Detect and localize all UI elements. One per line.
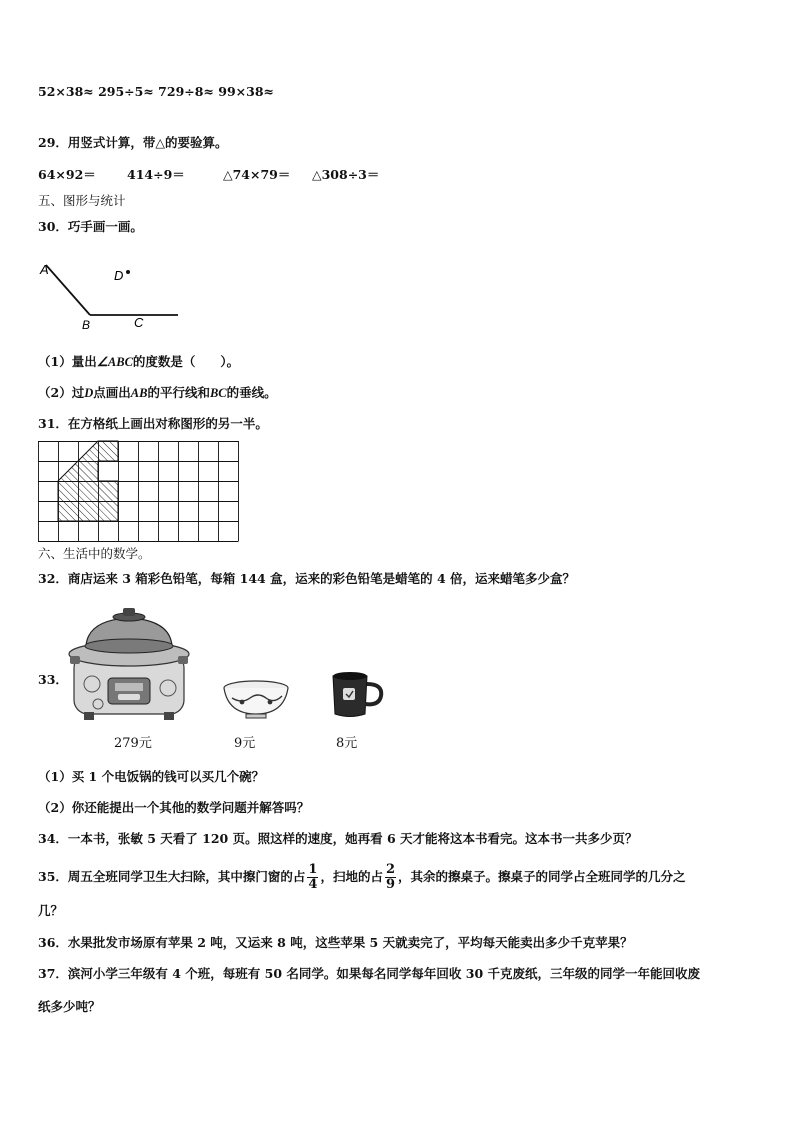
q36-text: 36．水果批发市场原有苹果 2 吨，又运来 8 吨，这些苹果 5 天就卖完了，平均每天能卖出多少千克苹果？ [38, 935, 633, 950]
q35-mid: ，扫地的占 [320, 869, 383, 884]
q30-sub2-mid2: 的平行线和 [147, 385, 210, 400]
q35-post: ，其余的擦桌子。擦桌子的同学占全班同学的几分之 [398, 869, 686, 884]
section-5-heading: 五、图形与统计 [38, 193, 126, 208]
angle-abc-figure [38, 258, 188, 333]
q35-pre: 35．周五全班同学卫生大扫除，其中擦门窗的占 [38, 869, 306, 884]
q30-sub1 [38, 356, 239, 369]
bowl-image [222, 680, 290, 720]
q32-text: 32．商店运来 3 箱彩色铅笔，每箱 144 盒，运来的彩色铅笔是蜡笔的 4 倍，运来蜡笔多少盒？ [38, 571, 575, 586]
segment-bc-label: BC [209, 386, 227, 400]
label-c: C [134, 315, 144, 330]
q30-title: 30．巧手画一画。 [38, 219, 143, 234]
estimation-line: 52×38≈ 295÷5≈ 729÷8≈ 99×38≈ [38, 84, 275, 99]
q37-line1: 37．滨河小学三年级有 4 个班，每班有 50 名同学。如果每名同学每年回收 30 千克废纸，三年级的同学一年能回收废 [38, 966, 700, 981]
rice-cooker-image [68, 606, 198, 726]
q31-title: 31．在方格纸上画出对称图形的另一半。 [38, 416, 268, 431]
label-d: D [114, 268, 124, 283]
q29-item: 414÷9＝ [127, 167, 185, 182]
fraction-two-ninths [385, 863, 396, 891]
q30-sub1-pre: （1）量出 [38, 354, 97, 369]
mug-image [329, 670, 385, 720]
fraction-numerator: 1 [308, 862, 318, 878]
q29-title: 29．用竖式计算，带△的要验算。 [38, 135, 228, 150]
q30-sub2-mid1: 点画出 [93, 385, 131, 400]
q29-item: 64×92＝ [38, 167, 96, 182]
q33-sub2: （2）你还能提出一个其他的数学问题并解答吗？ [38, 800, 310, 815]
mug-price: 8元 [336, 736, 358, 751]
ray-ba [46, 265, 90, 315]
point-d-label: D [84, 386, 94, 400]
fraction-one-quarter [307, 863, 318, 891]
q29-items [38, 169, 379, 182]
fraction-denominator: 9 [385, 877, 396, 892]
q33-sub1: （1）买 1 个电饭锅的钱可以买几个碗？ [38, 769, 265, 784]
half-shape [58, 441, 118, 521]
section-6-heading: 六、生活中的数学。 [38, 546, 151, 561]
label-b: B [82, 318, 91, 332]
segment-ab-label: AB [130, 386, 148, 400]
bowl-price: 9元 [234, 736, 256, 751]
fraction-denominator: 4 [308, 877, 318, 892]
q37-line2: 纸多少吨？ [38, 999, 101, 1014]
q30-sub1-post: 的度数是（ ）。 [132, 354, 240, 369]
rice-cooker-price: 279元 [114, 736, 152, 751]
q30-sub2 [38, 387, 277, 400]
label-a: A [40, 262, 49, 277]
q29-item: △74×79＝ [223, 167, 291, 182]
q35-line1 [38, 857, 686, 897]
point-d [126, 270, 130, 274]
grid-paper [38, 441, 243, 543]
q29-item: △308÷3＝ [312, 167, 380, 182]
q30-sub2-post: 的垂线。 [226, 385, 277, 400]
q35-line2: 几？ [38, 903, 64, 918]
q33-number: 33． [38, 672, 68, 687]
angle-abc-label: ∠ABC [96, 355, 133, 369]
fraction-numerator: 2 [385, 862, 396, 878]
q30-sub2-pre: （2）过 [38, 385, 85, 400]
q34-text: 34．一本书，张敏 5 天看了 120 页。照这样的速度，她再看 6 天才能将这本书看完。这本书一共多少页？ [38, 831, 638, 846]
